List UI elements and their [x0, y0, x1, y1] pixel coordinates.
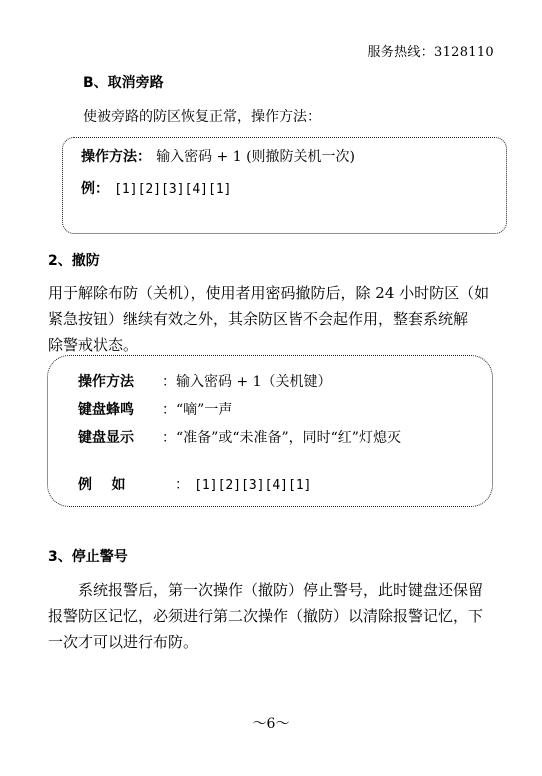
row-value-line — [162, 399, 232, 419]
page-number: ～6～ — [252, 716, 290, 732]
section-b-intro: 使被旁路的防区恢复正常，操作方法： — [83, 109, 321, 125]
paragraph-line: 报警防区记忆，必须进行第二次操作（撤防）以清除报警记忆，下 — [48, 607, 484, 625]
row-sep: ： — [162, 430, 176, 446]
paragraph-line: 一次才可以进行布防。 — [48, 633, 199, 651]
paragraph-line: 除警戒状态。 — [48, 336, 139, 354]
hotline-header: 服务热线：3128110 — [367, 45, 494, 60]
row-value: “嘀”一声 — [176, 402, 233, 418]
paragraph-line: 系统报警后，第一次操作（撤防）停止警号，此时键盘还保留 — [78, 581, 484, 599]
section-2-title: 2、撤防 — [48, 253, 100, 269]
row-label: 操作方法 — [78, 374, 134, 390]
section-3-paragraph — [48, 577, 498, 655]
paragraph-line: 用于解除布防（关机），使用者用密码撤防后，除 24 小时防区（如 — [48, 284, 490, 302]
box-row — [78, 474, 126, 494]
row-value: 输入密码 + 1（关机键） — [176, 374, 332, 390]
row-label: 例 如 — [78, 477, 126, 493]
method-value: 输入密码 + 1 (则撤防关机一次) — [156, 149, 356, 165]
row-value: [1][2][3][4][1] — [194, 478, 312, 493]
section-2-paragraph — [48, 280, 498, 358]
row-sep: ： — [175, 477, 189, 493]
row-value: “准备”或“未准备”，同时“红”灯熄灭 — [176, 430, 401, 446]
section-b-title: B、取消旁路 — [83, 75, 164, 91]
paragraph-line: 紧急按钮）继续有效之外，其余防区皆不会起作用，整套系统解 — [48, 310, 469, 328]
row-label: 键盘蜂鸣 — [78, 402, 134, 418]
row-sep: ： — [162, 374, 176, 390]
example-value: [1][2][3][4][1] — [114, 182, 232, 197]
box-row — [78, 427, 134, 447]
row-value-line — [162, 371, 332, 391]
row-sep: ： — [162, 402, 176, 418]
box-row — [78, 371, 134, 391]
row-label: 键盘显示 — [78, 430, 134, 446]
box-row — [78, 399, 134, 419]
method-label: 操作方法： — [81, 149, 151, 165]
row-value-line — [162, 427, 401, 447]
example-label: 例： — [81, 181, 109, 197]
section-b-method-line — [81, 146, 355, 166]
section-3-title: 3、停止警号 — [48, 549, 128, 565]
row-value-line — [175, 474, 312, 494]
section-b-example-line — [81, 178, 232, 198]
